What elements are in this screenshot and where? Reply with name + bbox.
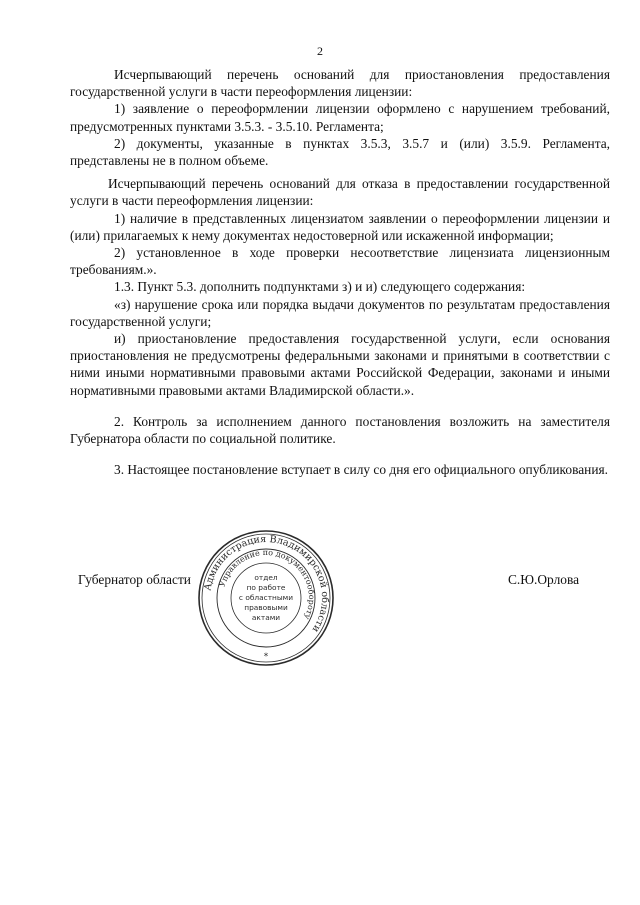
paragraph-suspension-item-2: 2) документы, указанные в пунктах 3.5.3, 3.5.7 и (или) 3.5.9. Регламента, представлены не в полном объеме.: [70, 135, 610, 169]
paragraph-subitem-z: «з) нарушение срока или порядка выдачи документов по результатам предоставления государственной услуги;: [70, 296, 610, 329]
seal-inner-line-5: актами: [251, 613, 281, 622]
signatory-position: Губернатор области: [78, 572, 191, 587]
paragraph-amendment-1-3: 1.3. Пункт 5.3. дополнить подпунктами з) и и) следующего содержания:: [114, 279, 526, 295]
paragraph-suspension-grounds-intro: Исчерпывающий перечень оснований для приостановления предоставления государственной услуги в части переоформления лицензии:: [70, 67, 610, 100]
page-number: 2: [317, 44, 323, 58]
seal-inner-line-4: правовыми: [244, 603, 288, 612]
seal-graphic: [196, 528, 336, 668]
paragraph-control-clause: 2. Контроль за исполнением данного постановления возложить на заместителя Губернатора области по социальной политике.: [70, 413, 610, 447]
seal-inner-line-2: по работе: [246, 583, 286, 592]
seal-outer-text: Администрация Владимирской области: [202, 533, 331, 635]
seal-inner-line-1: отдел: [254, 573, 278, 582]
paragraph-refusal-item-2: 2) установленное в ходе проверки несоответствие лицензиата лицензионным требованиям.».: [70, 245, 610, 278]
seal-inner-line-3: с областными: [238, 593, 294, 602]
seal-middle-text: Управление по документообороту: [217, 547, 317, 621]
official-seal: [196, 528, 336, 668]
paragraph-refusal-grounds-intro: Исчерпывающий перечень оснований для отказа в предоставлении государственной услуги в части переоформления лицензии:: [70, 176, 610, 209]
document-body: [70, 66, 610, 478]
seal-star-icon: *: [263, 652, 269, 662]
paragraph-effective-clause: 3. Настоящее постановление вступает в силу со дня его официального опубликования.: [114, 462, 608, 478]
paragraph-subitem-i: и) приостановление предоставления государственной услуги, если основания приостановления не предусмотрены федеральными законами и принятыми в соответствии с ними иными нормативными правовыми актами Российской Федерации, законами и иными нормативными правовыми актами Владимирской области.».: [70, 331, 610, 398]
signatory-name: С.Ю.Орлова: [508, 572, 580, 587]
paragraph-refusal-item-1: 1) наличие в представленных лицензиатом заявлении о переоформлении лицензии и (или) прилагаемых к нему документах недостоверной или искаженной информации;: [70, 210, 610, 243]
paragraph-suspension-item-1: 1) заявление о переоформлении лицензии оформлено с нарушением требований, предусмотренных пунктами 3.5.3. - 3.5.10. Регламента;: [70, 101, 610, 134]
